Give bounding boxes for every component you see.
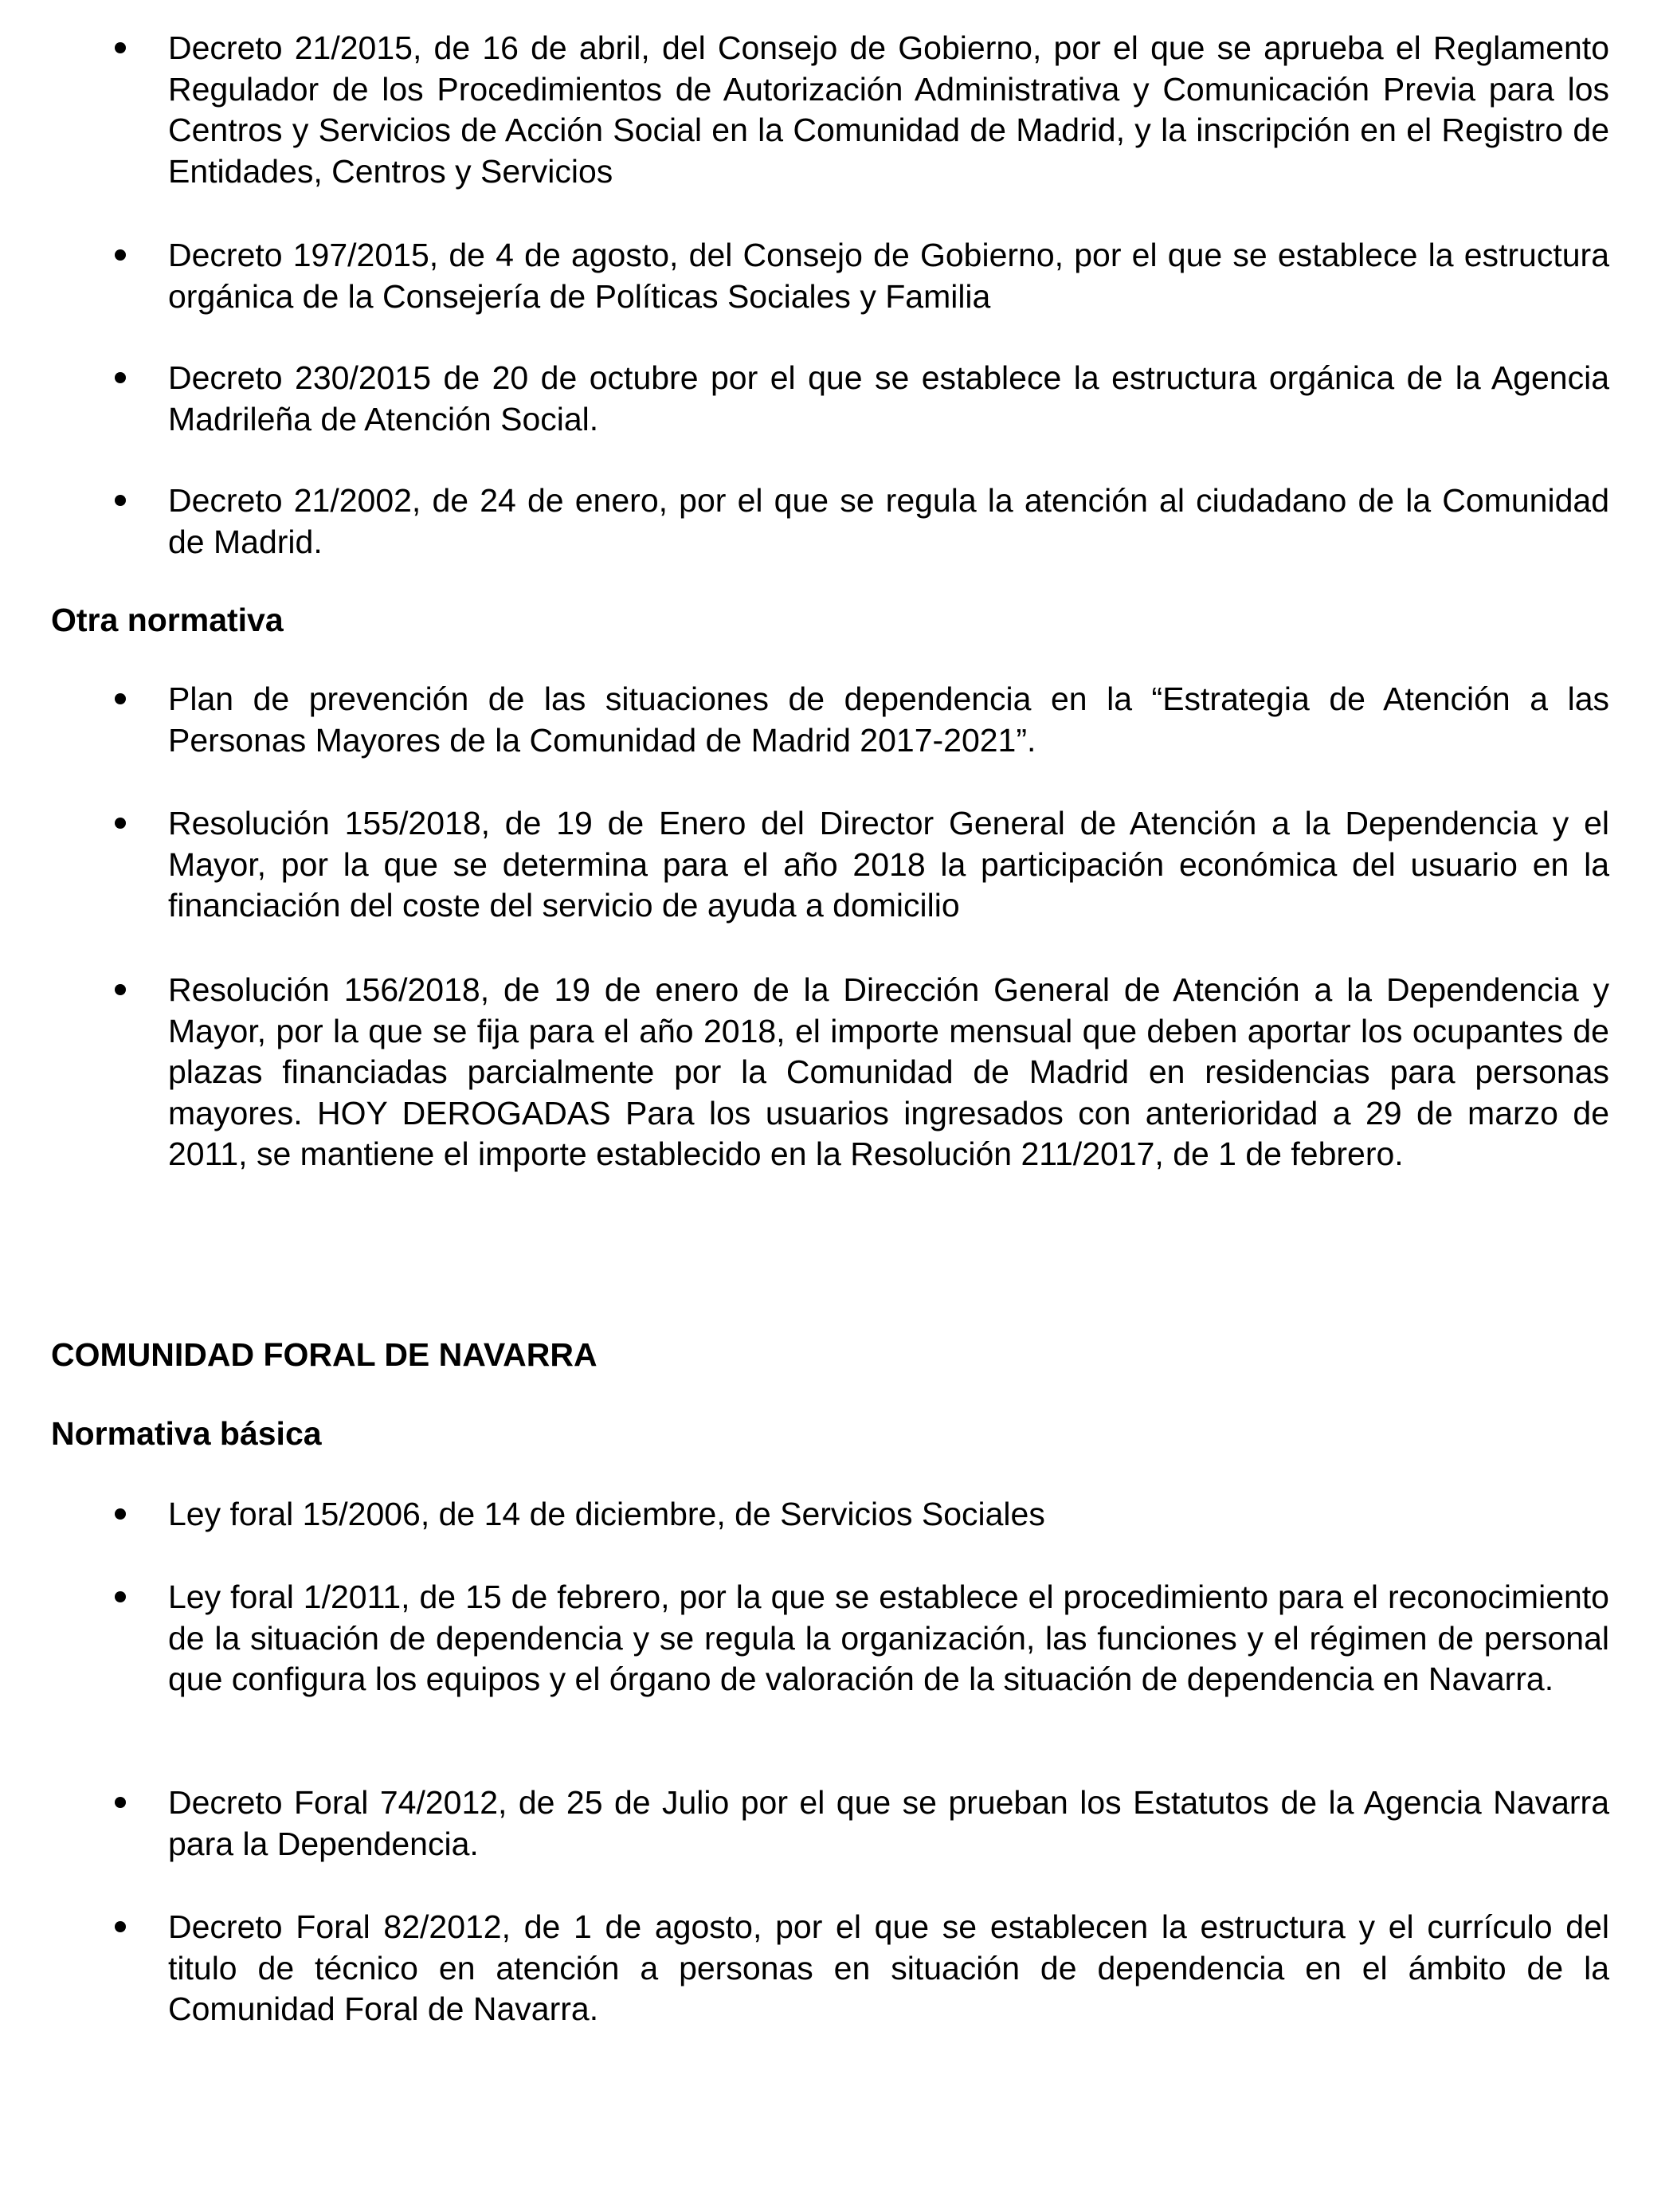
list-item: Decreto 197/2015, de 4 de agosto, del Consejo de Gobierno, por el que se establece la estructura orgánica de la Consejería de Políticas Sociales y Familia (168, 237, 1609, 315)
list-item: Plan de prevención de las situaciones de dependencia en la “Estrategia de Atención a las Personas Mayores de la Comunidad de Madrid 2017-2021”. (168, 680, 1609, 759)
list-item: Ley foral 15/2006, de 14 de diciembre, de Servicios Sociales (168, 1496, 1045, 1532)
bullet-icon (115, 818, 126, 829)
list-item: Resolución 156/2018, de 19 de enero de la Dirección General de Atención a la Dependencia y Mayor, por la que se fija para el año 2018, el importe mensual que deben aportar los ocupantes de plazas financiadas parcialmente por la Comunidad de Madrid en residencias para personas mayores. HOY DEROGADAS Para los usuarios ingresados con anterioridad a 29 de marzo de 2011, se mantiene el importe establecido en la Resolución 211/2017, de 1 de febrero. (168, 971, 1609, 1172)
list-item: Decreto Foral 74/2012, de 25 de Julio por el que se prueban los Estatutos de la Agencia Navarra para la Dependencia. (168, 1784, 1609, 1862)
bullet-icon (115, 1797, 126, 1808)
bullet-icon (115, 495, 126, 506)
bullet-icon (115, 984, 126, 995)
bullet-icon (115, 42, 126, 53)
list-item: Decreto 21/2002, de 24 de enero, por el que se regula la atención al ciudadano de la Comunidad de Madrid. (168, 482, 1609, 560)
section-heading-otra-normativa: Otra normativa (51, 602, 284, 638)
list-item: Decreto Foral 82/2012, de 1 de agosto, por el que se establecen la estructura y el currículo del titulo de técnico en atención a personas en situación de dependencia en el ámbito de la Comunidad Foral de Navarra. (168, 1908, 1609, 2027)
subsection-heading-normativa-basica: Normativa básica (51, 1415, 322, 1452)
list-item: Resolución 155/2018, de 19 de Enero del Director General de Atención a la Dependencia y el Mayor, por la que se determina para el año 2018 la participación económica del usuario en la financiación del coste del servicio de ayuda a domicilio (168, 805, 1609, 924)
bullet-icon (115, 1508, 126, 1520)
bullet-icon (115, 372, 126, 383)
bullet-icon (115, 1921, 126, 1932)
bullet-icon (115, 693, 126, 704)
list-item: Decreto 21/2015, de 16 de abril, del Consejo de Gobierno, por el que se aprueba el Reglamento Regulador de los Procedimientos de Autorización Administrativa y Comunicación Previa para los Centros y Servicios de Acción Social en la Comunidad de Madrid, y la inscripción en el Registro de Entidades, Centros y Servicios (168, 29, 1609, 190)
bullet-icon (115, 249, 126, 261)
list-item: Ley foral 1/2011, de 15 de febrero, por la que se establece el procedimiento para el reconocimiento de la situación de dependencia y se regula la organización, las funciones y el régimen de personal que configura los equipos y el órgano de valoración de la situación de dependencia en Navarra. (168, 1579, 1609, 1697)
section-heading-navarra: COMUNIDAD FORAL DE NAVARRA (51, 1336, 598, 1373)
bullet-icon (115, 1591, 126, 1602)
list-item: Decreto 230/2015 de 20 de octubre por el que se establece la estructura orgánica de la Agencia Madrileña de Atención Social. (168, 359, 1609, 437)
